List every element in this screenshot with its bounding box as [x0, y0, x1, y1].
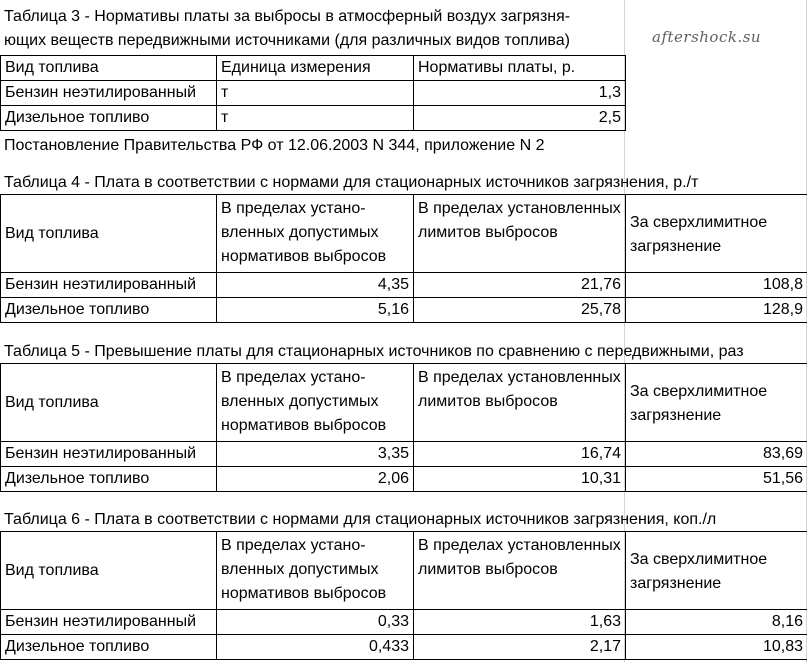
table5-title: Таблица 5 - Превышение платы для стационарных источников по сравнению с передвижными, раз [4, 343, 744, 360]
unit-cell: т [217, 81, 414, 106]
header-cell: В пределах установленных лимитов выбросов [414, 195, 626, 273]
unit-cell: т [217, 106, 414, 131]
value-cell: 1,3 [414, 81, 626, 106]
value-cell: 25,78 [414, 298, 626, 323]
value-cell: 2,17 [414, 635, 626, 660]
fuel-cell: Бензин неэтилированный [1, 442, 217, 467]
value-cell: 21,76 [414, 273, 626, 298]
table-header-row [1, 195, 807, 273]
table-row [1, 610, 807, 635]
value-cell: 128,9 [626, 298, 807, 323]
header-cell: Вид топлива [1, 364, 217, 442]
header-cell: В пределах устано-вленных допустимых нормативов выбросов [217, 195, 414, 273]
header-cell: Вид топлива [1, 532, 217, 610]
table3 [0, 55, 626, 131]
fuel-cell: Дизельное топливо [1, 298, 217, 323]
header-cell: За сверхлимитное загрязнение [626, 364, 807, 442]
table6 [0, 531, 807, 660]
value-cell: 0,33 [217, 610, 414, 635]
table-row [1, 467, 807, 492]
header-cell: В пределах устано-вленных допустимых нормативов выбросов [217, 532, 414, 610]
header-cell: За сверхлимитное загрязнение [626, 532, 807, 610]
table-header-row [1, 532, 807, 610]
header-cell: В пределах установленных лимитов выбросов [414, 532, 626, 610]
header-cell: В пределах установленных лимитов выбросов [414, 364, 626, 442]
table3-title-line1: Таблица 3 - Нормативы платы за выбросы в атмосферный воздух загрязня- [4, 8, 571, 25]
value-cell: 3,35 [217, 442, 414, 467]
value-cell: 2,06 [217, 467, 414, 492]
value-cell: 0,433 [217, 635, 414, 660]
header-cell: За сверхлимитное загрязнение [626, 195, 807, 273]
header-cell: В пределах устано-вленных допустимых нормативов выбросов [217, 364, 414, 442]
fuel-cell: Бензин неэтилированный [1, 610, 217, 635]
table4 [0, 194, 807, 323]
table-row [1, 273, 807, 298]
table-row [1, 106, 626, 131]
table4-title: Таблица 4 - Плата в соответствии с нормами для стационарных источников загрязнения, р./т [4, 174, 699, 191]
header-cell: Нормативы платы, р. [414, 56, 626, 81]
table-header-row [1, 364, 807, 442]
table3-title-line2: ющих веществ передвижными источниками (для различных видов топлива) [4, 32, 570, 49]
table5 [0, 363, 807, 492]
table-row [1, 442, 807, 467]
value-cell: 5,16 [217, 298, 414, 323]
fuel-cell: Бензин неэтилированный [1, 273, 217, 298]
watermark: aftershock.su [652, 28, 762, 46]
fuel-cell: Дизельное топливо [1, 467, 217, 492]
header-cell: Единица измерения [217, 56, 414, 81]
value-cell: 2,5 [414, 106, 626, 131]
table3-note: Постановление Правительства РФ от 12.06.2003 N 344, приложение N 2 [4, 137, 545, 154]
header-cell: Вид топлива [1, 56, 217, 81]
fuel-cell: Дизельное топливо [1, 635, 217, 660]
value-cell: 4,35 [217, 273, 414, 298]
fuel-cell: Дизельное топливо [1, 106, 217, 131]
value-cell: 10,31 [414, 467, 626, 492]
value-cell: 16,74 [414, 442, 626, 467]
table6-title: Таблица 6 - Плата в соответствии с нормами для стационарных источников загрязнения, коп./л [4, 511, 717, 528]
table-row [1, 635, 807, 660]
value-cell: 10,83 [626, 635, 807, 660]
header-cell: Вид топлива [1, 195, 217, 273]
table-row [1, 298, 807, 323]
value-cell: 51,56 [626, 467, 807, 492]
value-cell: 108,8 [626, 273, 807, 298]
table-header-row [1, 56, 626, 81]
table-row [1, 81, 626, 106]
fuel-cell: Бензин неэтилированный [1, 81, 217, 106]
value-cell: 1,63 [414, 610, 626, 635]
value-cell: 8,16 [626, 610, 807, 635]
value-cell: 83,69 [626, 442, 807, 467]
